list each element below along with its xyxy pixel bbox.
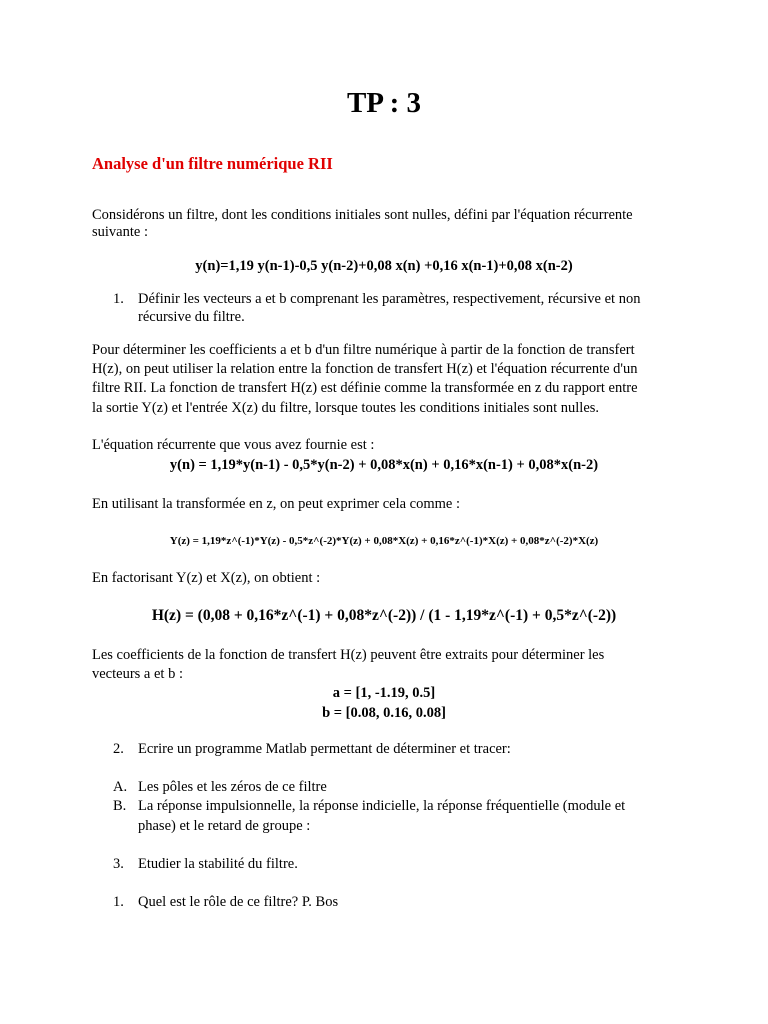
question-3-number: 3. <box>113 856 124 872</box>
recurrent-equation: y(n) = 1,19*y(n-1) - 0,5*y(n-2) + 0,08*x(n) + 0,16*x(n-1) + 0,08*x(n-2) <box>169 457 599 473</box>
transfer-function-equation: H(z) = (0,08 + 0,16*z^(-1) + 0,08*z^(-2)) / (1 - 1,19*z^(-1) + 0,5*z^(-2)) <box>151 607 617 624</box>
item-a-text: Les pôles et les zéros de ce filtre <box>138 779 327 795</box>
question-1-number: 1. <box>113 291 124 307</box>
z-transform-equation: Y(z) = 1,19*z^(-1)*Y(z) - 0,5*z^(-2)*Y(z) + 0,08*X(z) + 0,16*z^(-1)*X(z) + 0,08*z^(-2)*X(z) <box>169 535 599 547</box>
vector-a: a = [1, -1.19, 0.5] <box>332 685 436 701</box>
intro-line-2: suivante : <box>92 224 148 240</box>
question-1-line-2: récursive du filtre. <box>138 309 245 325</box>
paragraph-1-line-4: la sortie Y(z) et l'entrée X(z) du filtre, lorsque toutes les conditions initiales sont nulles. <box>92 400 600 416</box>
paragraph-4: En factorisant Y(z) et X(z), on obtient : <box>92 570 321 586</box>
page-title: TP : 3 <box>346 87 422 119</box>
paragraph-5-line-2: vecteurs a et b : <box>92 666 183 682</box>
paragraph-5-line-1: Les coefficients de la fonction de transfert H(z) peuvent être extraits pour déterminer les <box>92 647 605 663</box>
vector-b: b = [0.08, 0.16, 0.08] <box>322 705 446 721</box>
main-equation: y(n)=1,19 y(n-1)-0,5 y(n-2)+0,08 x(n) +0,16 x(n-1)+0,08 x(n-2) <box>195 258 573 274</box>
paragraph-1-line-1: Pour déterminer les coefficients a et b d'un filtre numérique à partir de la fonction de transfert <box>92 342 635 358</box>
intro-line-1: Considérons un filtre, dont les conditions initiales sont nulles, défini par l'équation récurrente <box>92 207 633 223</box>
item-b-letter: B. <box>113 798 127 814</box>
question-3-text: Etudier la stabilité du filtre. <box>138 856 298 872</box>
question-4-number: 1. <box>113 894 124 910</box>
paragraph-2: L'équation récurrente que vous avez fournie est : <box>92 437 375 453</box>
item-b-line-1: La réponse impulsionnelle, la réponse indicielle, la réponse fréquentielle (module et <box>138 798 626 814</box>
paragraph-3: En utilisant la transformée en z, on peut exprimer cela comme : <box>92 496 461 512</box>
question-4-text: Quel est le rôle de ce filtre? P. Bos <box>138 894 339 910</box>
question-2-text: Ecrire un programme Matlab permettant de déterminer et tracer: <box>138 741 511 757</box>
item-a-letter: A. <box>113 779 128 795</box>
paragraph-1-line-2: H(z), on peut utiliser la relation entre la fonction de transfert H(z) et l'équation récurrente d'un <box>92 361 638 377</box>
section-heading: Analyse d'un filtre numérique RII <box>92 154 333 173</box>
paragraph-1-line-3: filtre RII. La fonction de transfert H(z) est définie comme la transformée en z du rapport entre <box>92 380 638 396</box>
item-b-line-2: phase) et le retard de groupe : <box>138 818 311 834</box>
question-1-line-1: Définir les vecteurs a et b comprenant les paramètres, respectivement, récursive et non <box>138 291 641 307</box>
question-2-number: 2. <box>113 741 124 757</box>
